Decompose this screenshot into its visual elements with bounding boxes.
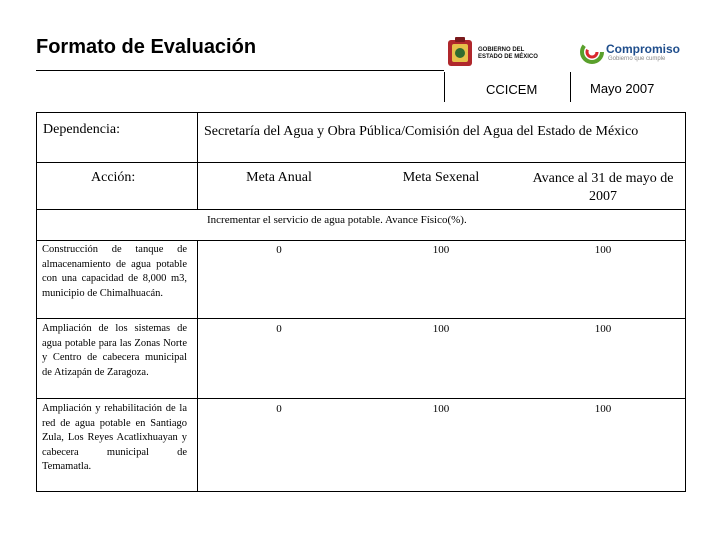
gobierno-logo — [446, 36, 556, 70]
row-1-accion: Construcción de tanque de almacenamiento de agua potable con una capacidad de 8,000 m3, municipio de Chimalhuacán. — [42, 244, 187, 299]
column-divider-lower — [197, 240, 198, 491]
gobierno-crest-icon — [446, 36, 474, 70]
report-date: Mayo 2007 — [590, 81, 655, 96]
gobierno-line-1: GOBIERNO DEL — [478, 47, 525, 53]
gobierno-line-2: ESTADO DE MÉXICO — [478, 54, 538, 60]
dependencia-label: Dependencia: — [43, 122, 120, 137]
unit-label: CCICEM — [486, 82, 538, 97]
row-2-accion: Ampliación de los sistemas de agua potable para las Zonas Norte y Centro de cabecera municipal de Atizapán de Zaragoza. — [42, 323, 187, 378]
accion-label: Acción: — [91, 170, 136, 185]
row-1-meta-anual: 0 — [276, 244, 282, 256]
page-title: Formato de Evaluación — [36, 36, 257, 58]
header-divider-left — [444, 72, 445, 102]
dependencia-value: Secretaría del Agua y Obra Pública/Comisión del Agua del Estado de México — [204, 124, 639, 139]
row-1-meta-sexenal: 100 — [432, 244, 450, 256]
compromiso-name: Compromiso — [606, 42, 681, 56]
row-3-accion: Ampliación y rehabilitación de la red de agua potable en Santiago Zula, Los Reyes Acatlixhuayan y cabecera municipal de Temamatla. — [42, 403, 187, 472]
rule-columns — [37, 209, 685, 210]
compromiso-swirl-icon — [580, 40, 604, 64]
band-text: Incrementar el servicio de agua potable. Avance Físico(%). — [207, 214, 467, 226]
column-divider — [197, 113, 198, 209]
title-underline — [36, 70, 444, 71]
rule-dependencia — [37, 162, 685, 163]
header-divider-right — [570, 72, 571, 102]
row-3-meta-anual: 0 — [276, 403, 282, 415]
column-meta-sexenal: Meta Sexenal — [402, 170, 480, 185]
row-1-avance: 100 — [594, 244, 612, 256]
column-meta-anual: Meta Anual — [246, 170, 312, 185]
rule-row-2 — [37, 398, 685, 399]
row-3-avance: 100 — [594, 403, 612, 415]
row-2-avance: 100 — [594, 323, 612, 335]
row-2-meta-sexenal: 100 — [432, 323, 450, 335]
row-3-meta-sexenal: 100 — [432, 403, 450, 415]
evaluation-table — [36, 112, 686, 492]
compromiso-tagline: Gobierno que cumple — [608, 56, 666, 62]
row-2-meta-anual: 0 — [276, 323, 282, 335]
column-avance: Avance al 31 de mayo de 2007 — [532, 171, 674, 204]
compromiso-logo — [580, 38, 690, 68]
rule-row-1 — [37, 318, 685, 319]
rule-band — [37, 240, 685, 241]
